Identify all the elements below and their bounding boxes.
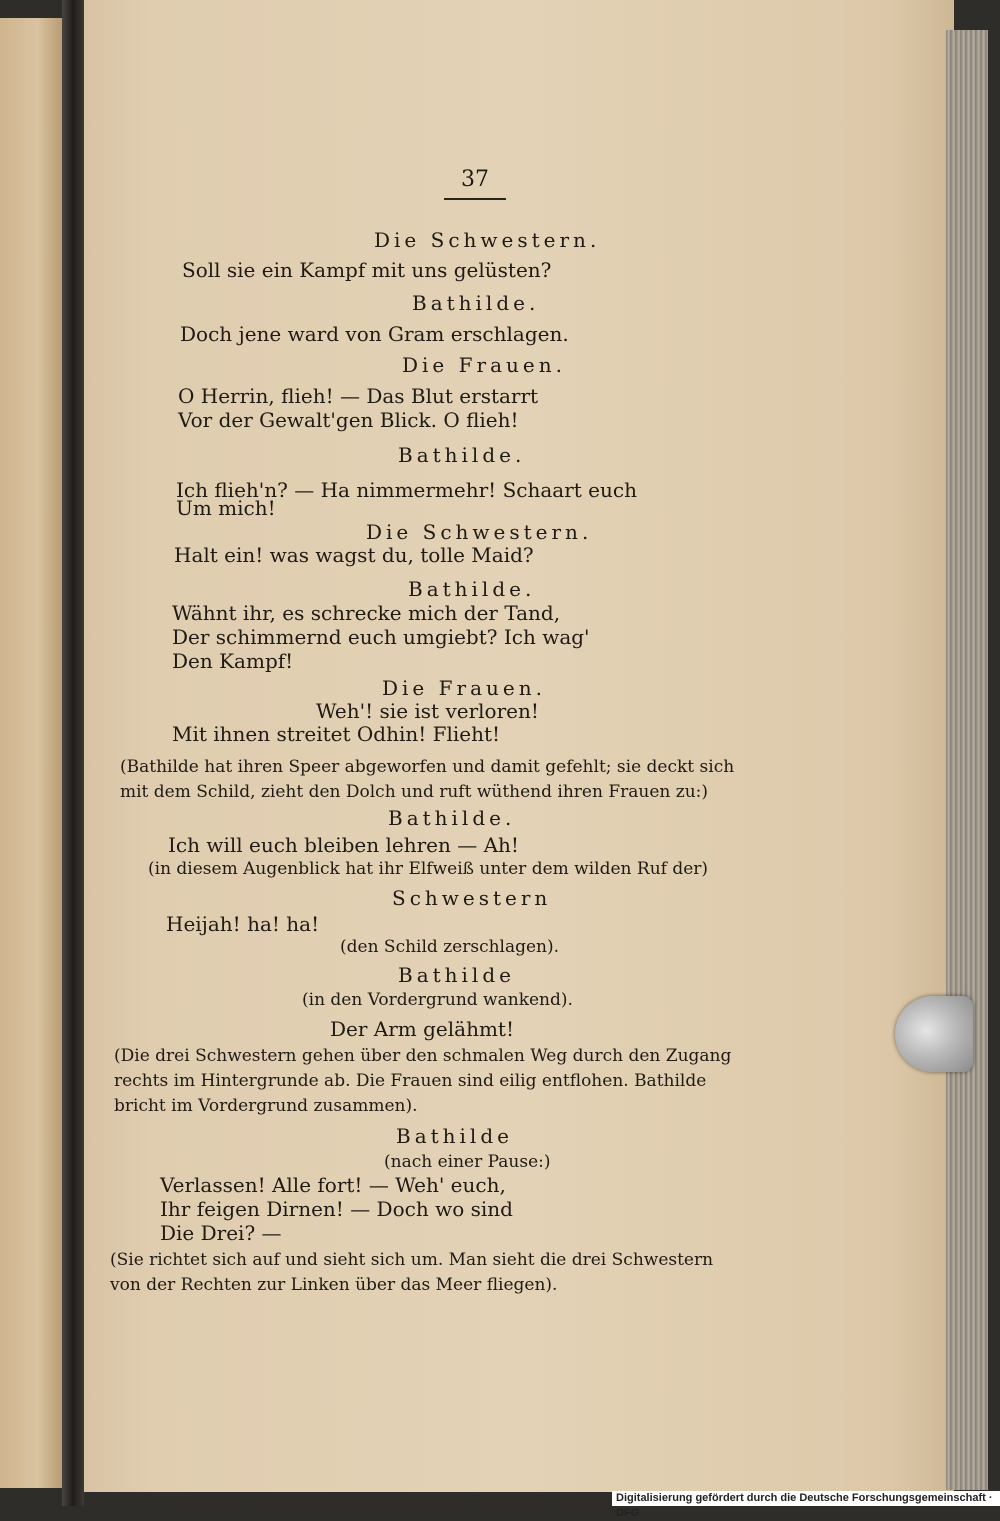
speaker-heading: Die Frauen. xyxy=(402,353,566,377)
verse-line: Um mich! xyxy=(176,496,276,520)
speaker-heading: Bathilde xyxy=(398,963,515,987)
verse-line: Der schimmernd euch umgiebt? Ich wag' xyxy=(172,625,590,649)
verse-line: Doch jene ward von Gram erschlagen. xyxy=(180,322,569,346)
speaker-heading: Bathilde. xyxy=(412,291,540,315)
stage-direction: rechts im Hintergrunde ab. Die Frauen sind eilig entflohen. Bathilde xyxy=(114,1071,707,1091)
verse-line: Soll sie ein Kampf mit uns gelüsten? xyxy=(182,258,552,282)
verse-line: Verlassen! Alle fort! — Weh' euch, xyxy=(160,1173,506,1197)
speaker-heading: Die Frauen. xyxy=(382,676,546,700)
speaker-heading: Die Schwestern. xyxy=(374,228,601,252)
verse-line: Halt ein! was wagst du, tolle Maid? xyxy=(174,543,534,567)
speaker-heading: Die Schwestern. xyxy=(366,520,593,544)
speaker-heading: Bathilde. xyxy=(408,577,536,601)
stage-direction: (nach einer Pause:) xyxy=(384,1152,551,1172)
speaker-heading: Bathilde xyxy=(396,1124,513,1148)
verse-line: Mit ihnen streitet Odhin! Flieht! xyxy=(172,722,501,746)
verse-line: Ich will euch bleiben lehren — Ah! xyxy=(168,833,519,857)
digitization-credit: Digitalisierung gefördert durch die Deutsche Forschungsgemeinschaft · DFG xyxy=(612,1491,1000,1506)
book-gutter xyxy=(62,0,84,1506)
stage-direction: bricht im Vordergrund zusammen). xyxy=(114,1096,418,1116)
verse-line: Der Arm gelähmt! xyxy=(330,1017,514,1041)
stage-direction: (in diesem Augenblick hat ihr Elfweiß unter dem wilden Ruf der) xyxy=(148,859,709,879)
page-number-rule xyxy=(444,198,506,200)
stage-direction: (in den Vordergrund wankend). xyxy=(302,990,573,1010)
verse-line: Die Drei? — xyxy=(160,1221,282,1245)
verse-line: Den Kampf! xyxy=(172,649,294,673)
verse-line: Vor der Gewalt'gen Blick. O flieh! xyxy=(178,408,519,432)
stage-direction: mit dem Schild, zieht den Dolch und ruft wüthend ihren Frauen zu:) xyxy=(120,782,709,802)
stage-direction: (Die drei Schwestern gehen über den schmalen Weg durch den Zugang xyxy=(114,1046,732,1066)
verse-line: Heijah! ha! ha! xyxy=(166,912,320,936)
stage-direction: (Bathilde hat ihren Speer abgeworfen und damit gefehlt; sie deckt sich xyxy=(120,757,735,777)
speaker-heading: Schwestern xyxy=(392,886,552,910)
left-page-edge xyxy=(0,18,62,1488)
bookmark-tab xyxy=(895,996,973,1072)
verse-line: O Herrin, flieh! — Das Blut erstarrt xyxy=(178,384,539,408)
speaker-heading: Bathilde. xyxy=(398,443,526,467)
verse-line: Ich flieh'n? — Ha nimmermehr! Schaart euch xyxy=(176,478,637,502)
speaker-heading: Bathilde. xyxy=(388,806,516,830)
verse-line: Weh'! sie ist verloren! xyxy=(316,699,539,723)
verse-line: Wähnt ihr, es schrecke mich der Tand, xyxy=(172,601,561,625)
page-stack-edge xyxy=(946,30,988,1490)
page-number: 37 xyxy=(461,167,489,192)
stage-direction: (den Schild zerschlagen). xyxy=(340,937,560,957)
stage-direction: (Sie richtet sich auf und sieht sich um. Man sieht die drei Schwestern xyxy=(110,1250,714,1270)
verse-line: Ihr feigen Dirnen! — Doch wo sind xyxy=(160,1197,513,1221)
stage-direction: von der Rechten zur Linken über das Meer fliegen). xyxy=(110,1275,558,1295)
